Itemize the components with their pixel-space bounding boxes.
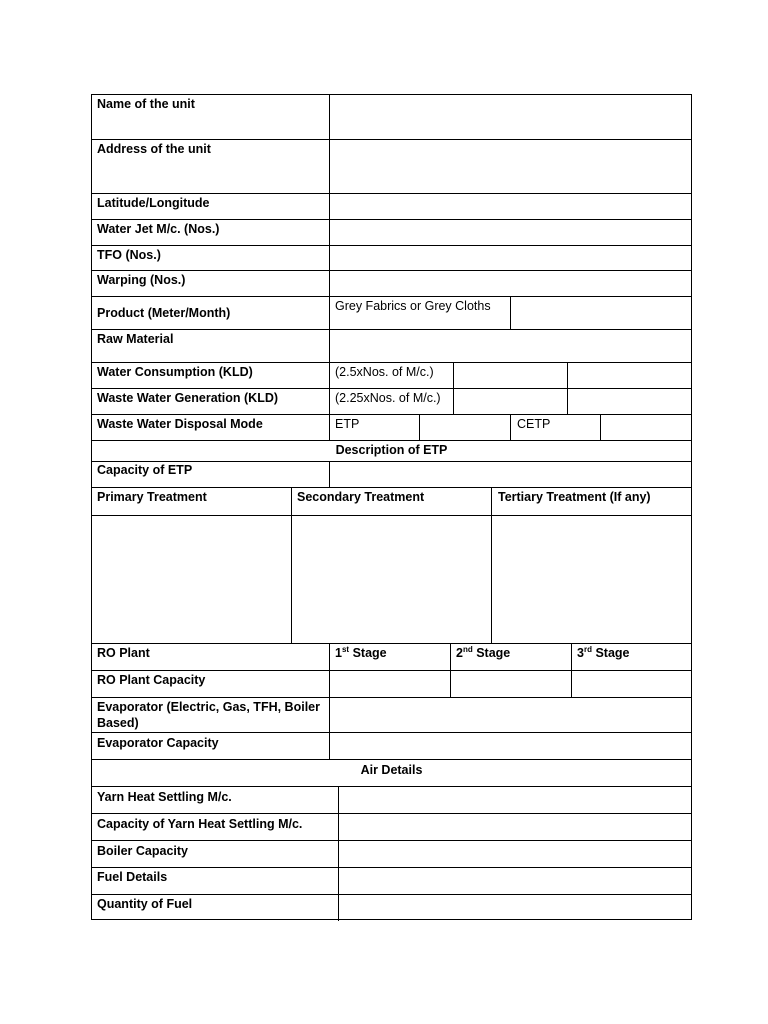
air-section-heading: Air Details — [360, 763, 423, 777]
primary-treatment-label: Primary Treatment — [97, 490, 207, 504]
evaporator-capacity-label: Evaporator Capacity — [97, 736, 219, 750]
row-divider — [92, 219, 691, 220]
address-of-unit-label: Address of the unit — [97, 142, 211, 156]
water-jet-label: Water Jet M/c. (Nos.) — [97, 222, 220, 236]
column-divider — [453, 362, 454, 414]
yarn-heat-settling-capacity-label: Capacity of Yarn Heat Settling M/c. — [97, 817, 303, 831]
column-divider — [329, 95, 330, 440]
column-divider — [571, 643, 572, 697]
tfo-label: TFO (Nos.) — [97, 248, 161, 262]
column-divider — [510, 296, 511, 329]
etp-information-form — [91, 94, 692, 920]
water-consumption-formula: (2.5xNos. of M/c.) — [335, 365, 434, 379]
column-divider — [450, 643, 451, 697]
row-divider — [92, 440, 691, 441]
raw-material-label: Raw Material — [97, 332, 174, 346]
etp-capacity-label: Capacity of ETP — [97, 463, 193, 477]
warping-label: Warping (Nos.) — [97, 273, 186, 287]
name-of-unit-label: Name of the unit — [97, 97, 195, 111]
fuel-quantity-label: Quantity of Fuel — [97, 897, 193, 911]
disposal-cetp-option: CETP — [517, 417, 551, 431]
column-divider — [510, 414, 511, 440]
column-divider — [338, 786, 339, 921]
latitude-longitude-label: Latitude/Longitude — [97, 196, 210, 210]
row-divider — [92, 732, 691, 733]
product-value: Grey Fabrics or Grey Cloths — [335, 299, 491, 313]
row-divider — [92, 894, 691, 895]
column-divider — [567, 362, 568, 414]
stage-1-header: 1st Stage — [335, 645, 387, 660]
column-divider — [600, 414, 601, 440]
column-divider — [419, 414, 420, 440]
water-consumption-label: Water Consumption (KLD) — [97, 365, 253, 379]
row-divider — [92, 786, 691, 787]
row-divider — [92, 296, 691, 297]
row-divider — [92, 139, 691, 140]
yarn-heat-settling-label: Yarn Heat Settling M/c. — [97, 790, 232, 804]
row-divider — [92, 388, 691, 389]
row-divider — [92, 362, 691, 363]
stage-3-header: 3rd Stage — [577, 645, 630, 660]
row-divider — [92, 867, 691, 868]
evaporator-label-line-2: Based) — [97, 716, 139, 730]
evaporator-label-line-1: Evaporator (Electric, Gas, TFH, Boiler — [97, 700, 320, 714]
row-divider — [92, 270, 691, 271]
row-divider — [92, 840, 691, 841]
row-divider — [92, 329, 691, 330]
ro-plant-capacity-label: RO Plant Capacity — [97, 673, 206, 687]
waste-water-generation-label: Waste Water Generation (KLD) — [97, 391, 279, 405]
disposal-etp-option: ETP — [335, 417, 360, 431]
boiler-capacity-label: Boiler Capacity — [97, 844, 189, 858]
row-divider — [92, 759, 691, 760]
secondary-treatment-label: Secondary Treatment — [297, 490, 425, 504]
row-divider — [92, 487, 691, 488]
ro-plant-label: RO Plant — [97, 646, 150, 660]
stage-2-header: 2nd Stage — [456, 645, 511, 660]
product-label: Product (Meter/Month) — [97, 306, 231, 320]
waste-water-generation-formula: (2.25xNos. of M/c.) — [335, 391, 441, 405]
row-divider — [92, 670, 691, 671]
column-divider — [491, 487, 492, 643]
row-divider — [92, 643, 691, 644]
fuel-details-label: Fuel Details — [97, 870, 168, 884]
row-divider — [92, 245, 691, 246]
etp-section-heading: Description of ETP — [335, 443, 448, 457]
row-divider — [92, 414, 691, 415]
row-divider — [92, 193, 691, 194]
column-divider — [329, 643, 330, 759]
disposal-mode-label: Waste Water Disposal Mode — [97, 417, 263, 431]
row-divider — [92, 697, 691, 698]
row-divider — [92, 515, 691, 516]
row-divider — [92, 813, 691, 814]
column-divider — [291, 487, 292, 643]
column-divider — [329, 461, 330, 487]
tertiary-treatment-label: Tertiary Treatment (If any) — [498, 490, 651, 504]
